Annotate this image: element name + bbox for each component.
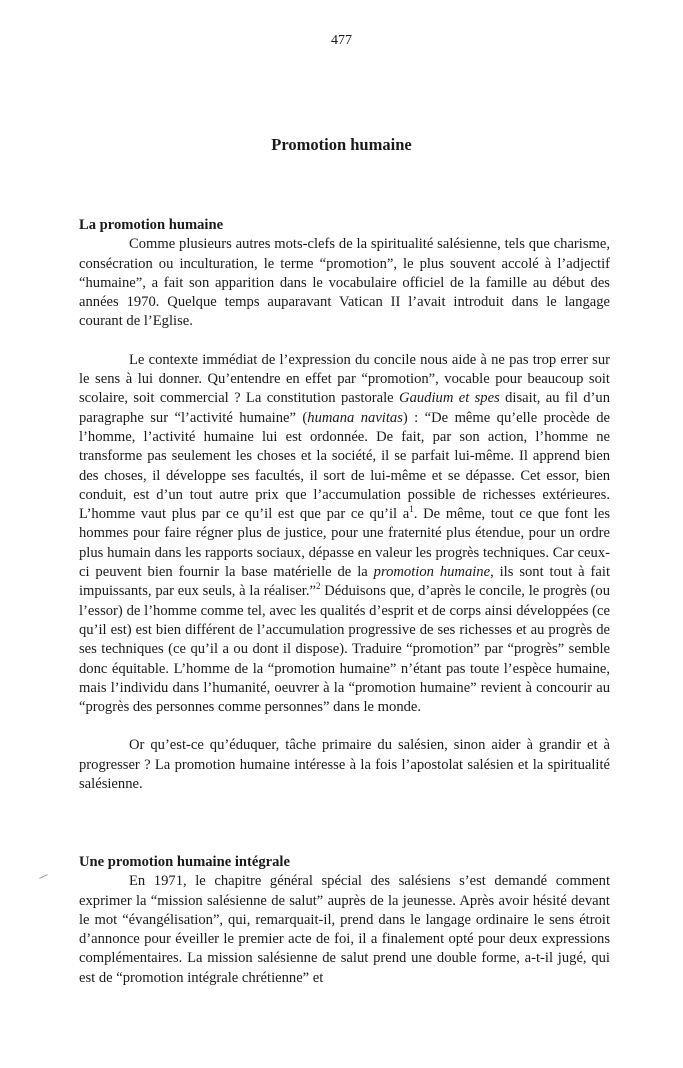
section-heading: Une promotion humaine intégrale bbox=[79, 854, 290, 870]
section-heading: La promotion humaine bbox=[79, 217, 224, 233]
paragraph: En 1971, le chapitre général spécial des salésiens s’est demandé comment exprimer la “mission salésienne de salut” auprès de la jeunesse. Après avoir hésité devant le mot “évangélisation”, qui, remarquait-il, prend dans le langage ordinaire le sens étroit d’annonce pour éveiller le premier acte de foi, il a finalement opté pour deux expressions complémentaires. La mission salésienne de salut prend une double forme, a-t-il jugé, qui est de “promotion intégrale chrétienne” et bbox=[79, 873, 610, 986]
page-number: 477 bbox=[331, 33, 352, 48]
paragraph: Le contexte immédiat de l’expression du concile nous aide à ne pas trop errer sur le sens à lui donner. Qu’entendre en effet par “promotion”, vocable pour beaucoup soit scolaire, soit commercial ? La constitution pastorale Gaudium et spes disait, au fil d’un paragraphe sur “l’activité humaine” (humana navitas) : “De même qu’elle procède de l’homme, l’activité humaine lui est ordonnée. De fait, par son action, l’homme ne transforme pas seulement les choses et la société, il se parfait lui-même. Il apprend bien des choses, il développe ses facultés, il sort de lui-même et se dépasse. Cet essor, bien conduit, est d’un tout autre prix que l’accumulation possible de richesses extérieures. L’homme vaut plus par ce qu’il est que par ce qu’il $a^1$. De même, tout ce que font les hommes pour faire régner plus de justice, pour une fraternité plus étendue, pour un ordre plus humain dans les rapports sociaux, dépasse en valeur les progrès techniques. Car ceux-ci peuvent bien fournir la base matérielle de la promotion humaine, ils sont tout à fait impuissants, par eux seuls, à la réaliser.”$^2$ Déduisons que, d’après le concile, le progrès (ou l’essor) de l’homme comme tel, avec les qualités d’esprit et de corps ainsi développées (ce qu’il est) est bien différent de l’accumulation progressive de ses richesses et au progrès de ses techniques (ce qu’il a ou dont il dispose). Traduire “promotion” par “progrès” semble donc équitable. L’homme de la “promotion humaine” n’étant pas toute l’espèce humaine, mais l’individu dans l’humanité, oeuvrer à la “promotion humaine” revient à concourir au “progrès des personnes comme personnes” dans le monde. bbox=[79, 351, 611, 716]
italic-term: promotion humaine bbox=[373, 564, 491, 581]
italic-title: Gaudium et spes bbox=[399, 390, 500, 407]
footnote-ref: 2 bbox=[316, 581, 321, 592]
paragraph: Or qu’est-ce qu’éduquer, tâche primaire du salésien, sinon aider à grandir et à progresser ? La promotion humaine intéresse à la fois l’apostolat salésien et la spiritualité salésienne. bbox=[79, 737, 610, 793]
section-promotion-integrale bbox=[79, 853, 610, 988]
page-title: Promotion humaine bbox=[271, 135, 412, 154]
stray-mark bbox=[39, 874, 48, 879]
paragraph: Comme plusieurs autres mots-clefs de la spiritualité salésienne, tels que charisme, consécration ou inculturation, le terme “promotion”, le plus souvent accolé à l’adjectif “humaine”, a fait son apparition dans le vocabulaire officiel de la famille au début des années 1970. Quelque temps auparavant Vatican II l’avait introduit dans le langage courant de l’Eglise. bbox=[79, 236, 610, 330]
italic-latin-term: humana navitas bbox=[307, 409, 403, 426]
section-promotion-humaine bbox=[79, 216, 610, 794]
footnote-ref: 1 bbox=[409, 504, 414, 515]
